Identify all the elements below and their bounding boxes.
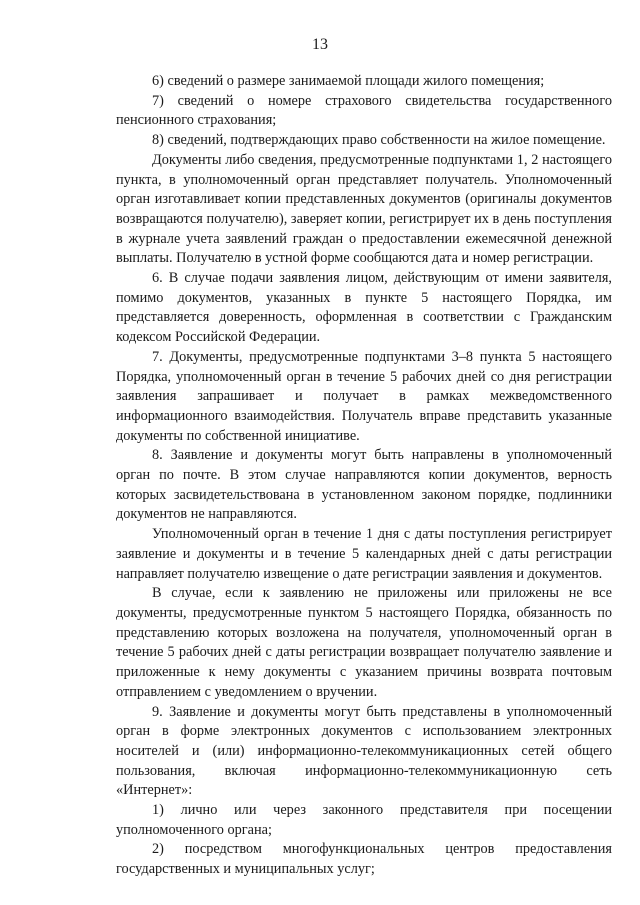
paragraph-clause-6: 6. В случае подачи заявления лицом, действующим от имени заявителя, помимо документов, указанных в пункте 5 настоящего Порядка, им представляется доверенность, оформленная в соответствии с Гражданским кодексом Российской Федерации. [116, 270, 612, 346]
paragraph-documents-submission: Документы либо сведения, предусмотренные подпунктами 1, 2 настоящего пункта, в уполномоченный орган представляет получатель. Уполномоченный орган изготавливает копии представленных документов (оригиналы документов возвращаются получателю), заверяет копии, регистрирует их в день поступления в журнале учета заявлений граждан о предоставлении ежемесячной денежной выплаты. Получателю в устной форме сообщаются дата и номер регистрации. [116, 151, 612, 267]
paragraph-item-6: 6) сведений о размере занимаемой площади жилого помещения; [152, 73, 545, 89]
paragraph-item-7: 7) сведений о номере страхового свидетельства государственного пенсионного страхования; [116, 92, 612, 129]
paragraph-method-1: 1) лично или через законного представителя при посещении уполномоченного органа; [116, 802, 612, 838]
paragraph-method-2: 2) посредством многофункциональных центров предоставления государственных и муниципальных услуг; [116, 841, 612, 878]
paragraph-registration: Уполномоченный орган в течение 1 дня с даты поступления регистрирует заявление и документы и в течение 5 календарных дней с даты регистрации направляет получателю извещение о дате регистрации заявления и документов. [116, 526, 612, 582]
paragraph-clause-8: 8. Заявление и документы могут быть направлены в уполномоченный орган по почте. В этом случае направляются копии документов, верность которых засвидетельствована в установленном законом порядке, подлинники документов не направляются. [116, 447, 612, 523]
page-number: 13 [312, 36, 328, 53]
paragraph-clause-7: 7. Документы, предусмотренные подпунктами 3–8 пункта 5 настоящего Порядка, уполномоченный орган в течение 5 рабочих дней со дня регистрации заявления запрашивает и получает в рамках межведомственного информационного взаимодействия. Получатель вправе представить указанные документы по собственной инициативе. [116, 348, 612, 444]
document-body [116, 72, 612, 880]
paragraph-item-8: 8) сведений, подтверждающих право собственности на жилое помещение. [152, 132, 606, 149]
paragraph-return-documents: В случае, если к заявлению не приложены или приложены не все документы, предусмотренные пунктом 5 настоящего Порядка, обязанность по представлению которых возложена на получателя, уполномоченный орган в течение 5 рабочих дней с даты регистрации возвращает получателю заявление и приложенные к нему документы с указанием причины возврата почтовым отправлением с уведомлением о вручении. [116, 585, 612, 700]
paragraph-clause-9: 9. Заявление и документы могут быть представлены в уполномоченный орган в форме электронных документов с использованием электронных носителей и (или) информационно-телекоммуникационных сетей общего пользования, включая информационно-телекоммуникационную сеть «Интернет»: [116, 703, 612, 799]
